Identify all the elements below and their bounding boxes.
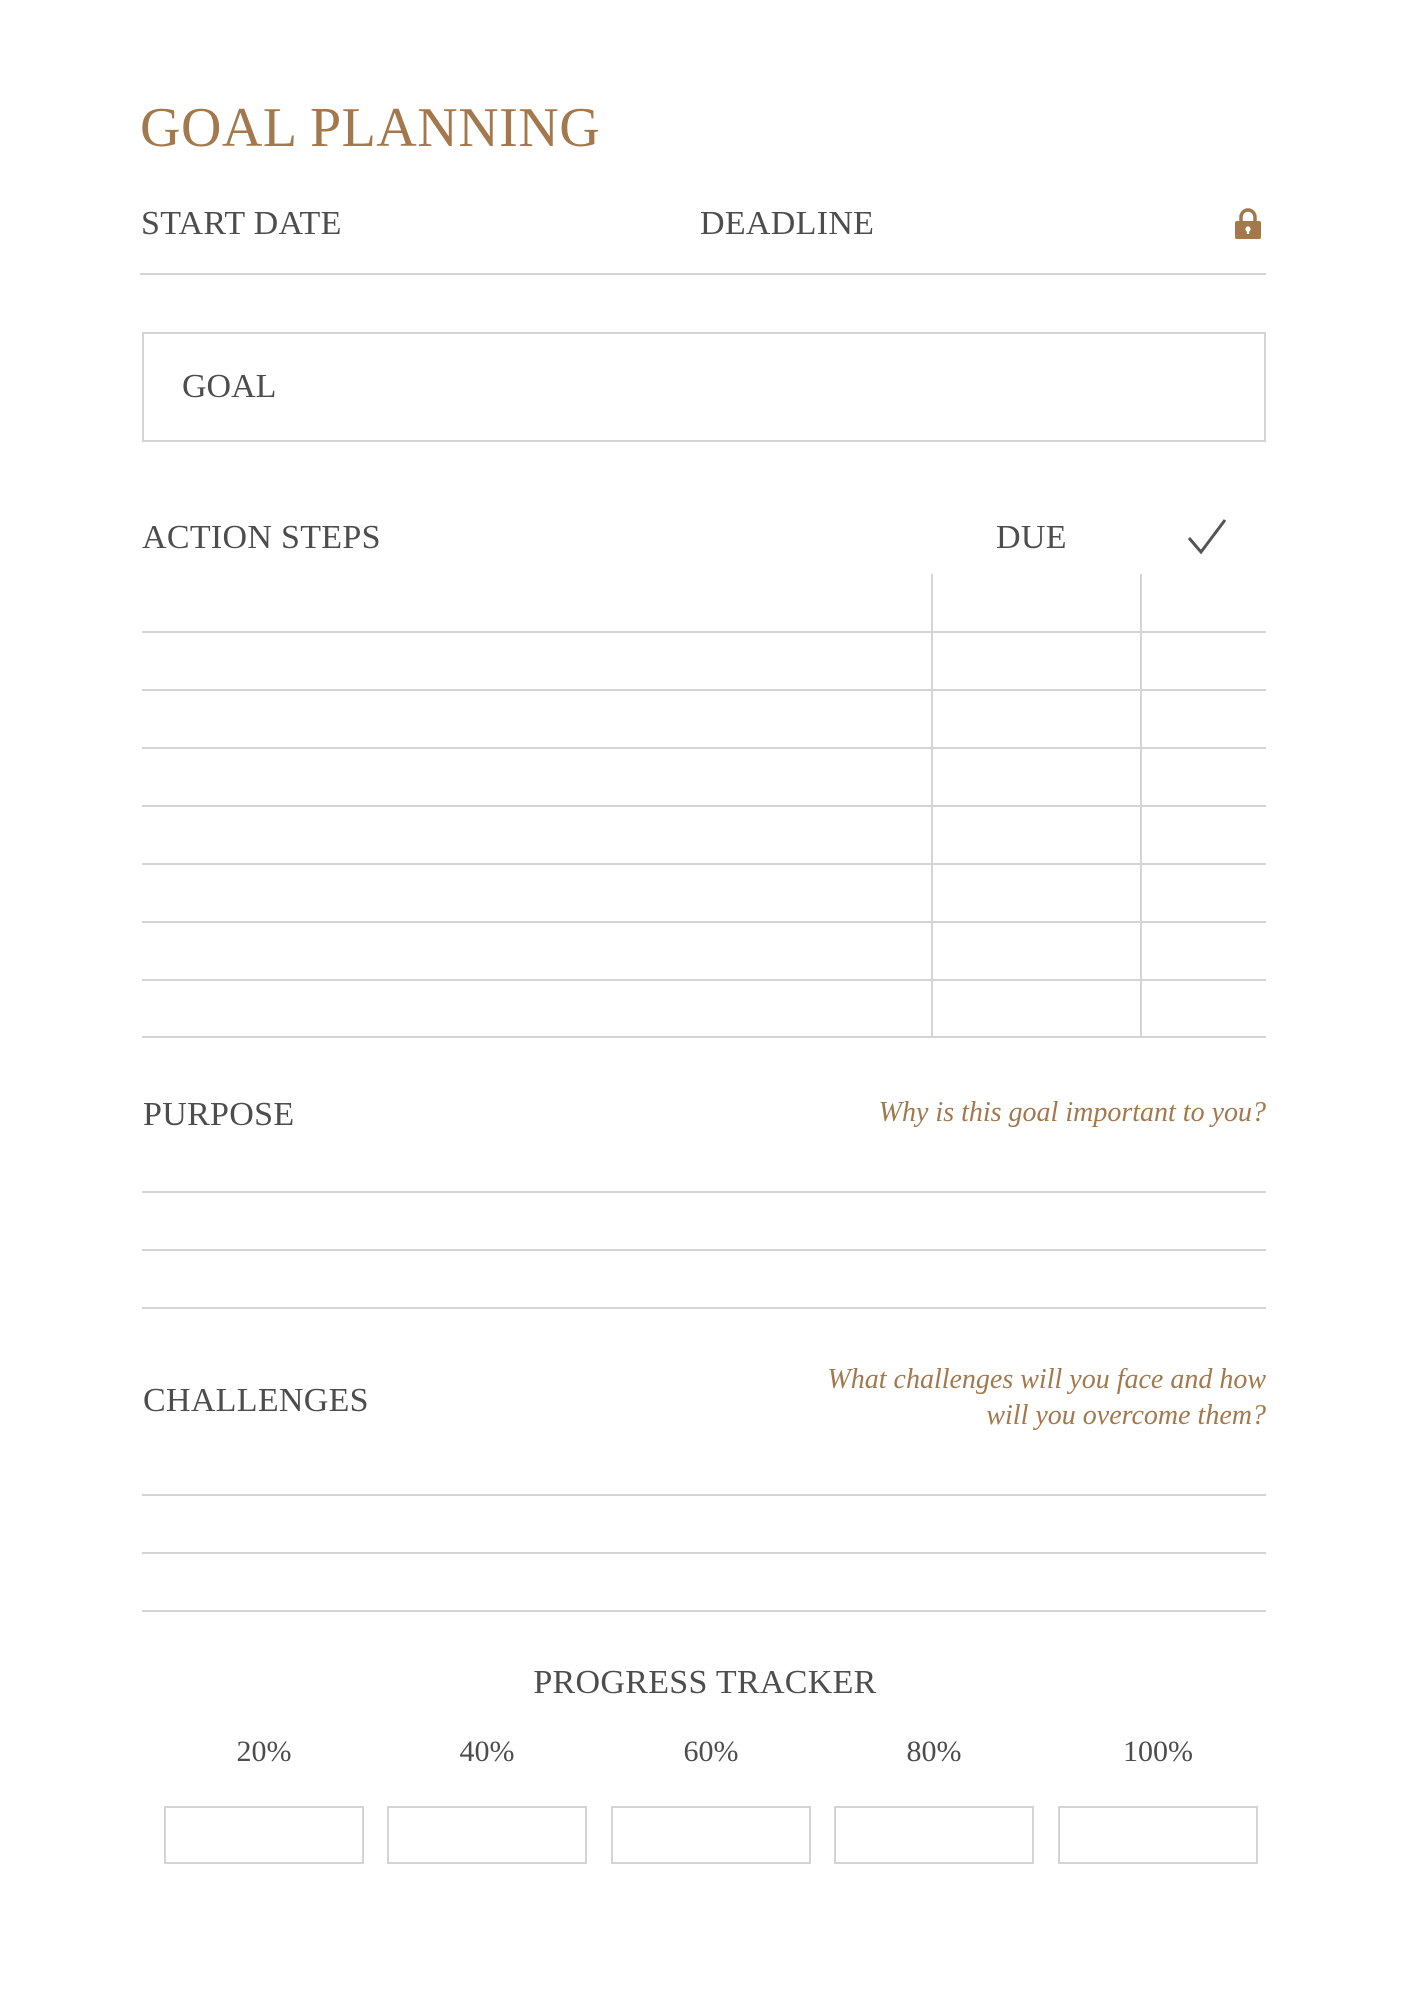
progress-step-label: 80% xyxy=(906,1735,962,1768)
purpose-hint: Why is this goal important to you? xyxy=(878,1097,1266,1128)
challenges-line[interactable] xyxy=(142,1610,1266,1612)
progress-step-label: 40% xyxy=(459,1735,515,1768)
purpose-label: PURPOSE xyxy=(143,1096,295,1133)
progress-box-20[interactable] xyxy=(164,1806,364,1864)
action-steps-label: ACTION STEPS xyxy=(142,519,381,556)
action-step-row[interactable] xyxy=(142,805,1266,807)
action-step-row[interactable] xyxy=(142,863,1266,865)
page-title: GOAL PLANNING xyxy=(140,97,601,159)
purpose-line[interactable] xyxy=(142,1307,1266,1309)
checkmark-icon xyxy=(1186,516,1228,558)
action-step-row[interactable] xyxy=(142,1036,1266,1038)
progress-step-label: 100% xyxy=(1123,1735,1193,1768)
start-date-label: START DATE xyxy=(141,205,342,242)
challenges-hint-line1: What challenges will you face and how xyxy=(827,1364,1266,1395)
challenges-line[interactable] xyxy=(142,1494,1266,1496)
progress-box-40[interactable] xyxy=(387,1806,587,1864)
progress-step-label: 20% xyxy=(236,1735,292,1768)
action-step-row[interactable] xyxy=(142,979,1266,981)
progress-box-60[interactable] xyxy=(611,1806,811,1864)
due-label: DUE xyxy=(996,519,1067,556)
progress-box-100[interactable] xyxy=(1058,1806,1258,1864)
action-step-row[interactable] xyxy=(142,689,1266,691)
progress-tracker-label: PROGRESS TRACKER xyxy=(533,1664,877,1701)
header-divider xyxy=(140,273,1266,275)
progress-box-80[interactable] xyxy=(834,1806,1034,1864)
goal-field[interactable] xyxy=(142,332,1266,442)
challenges-label: CHALLENGES xyxy=(143,1382,369,1419)
purpose-line[interactable] xyxy=(142,1191,1266,1193)
progress-step-label: 60% xyxy=(683,1735,739,1768)
challenges-hint-line2: will you overcome them? xyxy=(986,1400,1266,1431)
challenges-line[interactable] xyxy=(142,1552,1266,1554)
deadline-label: DEADLINE xyxy=(700,205,875,242)
lock-icon xyxy=(1234,208,1262,240)
purpose-line[interactable] xyxy=(142,1249,1266,1251)
action-step-row[interactable] xyxy=(142,921,1266,923)
action-step-row[interactable] xyxy=(142,631,1266,633)
action-step-row[interactable] xyxy=(142,747,1266,749)
goal-label: GOAL xyxy=(182,368,277,405)
